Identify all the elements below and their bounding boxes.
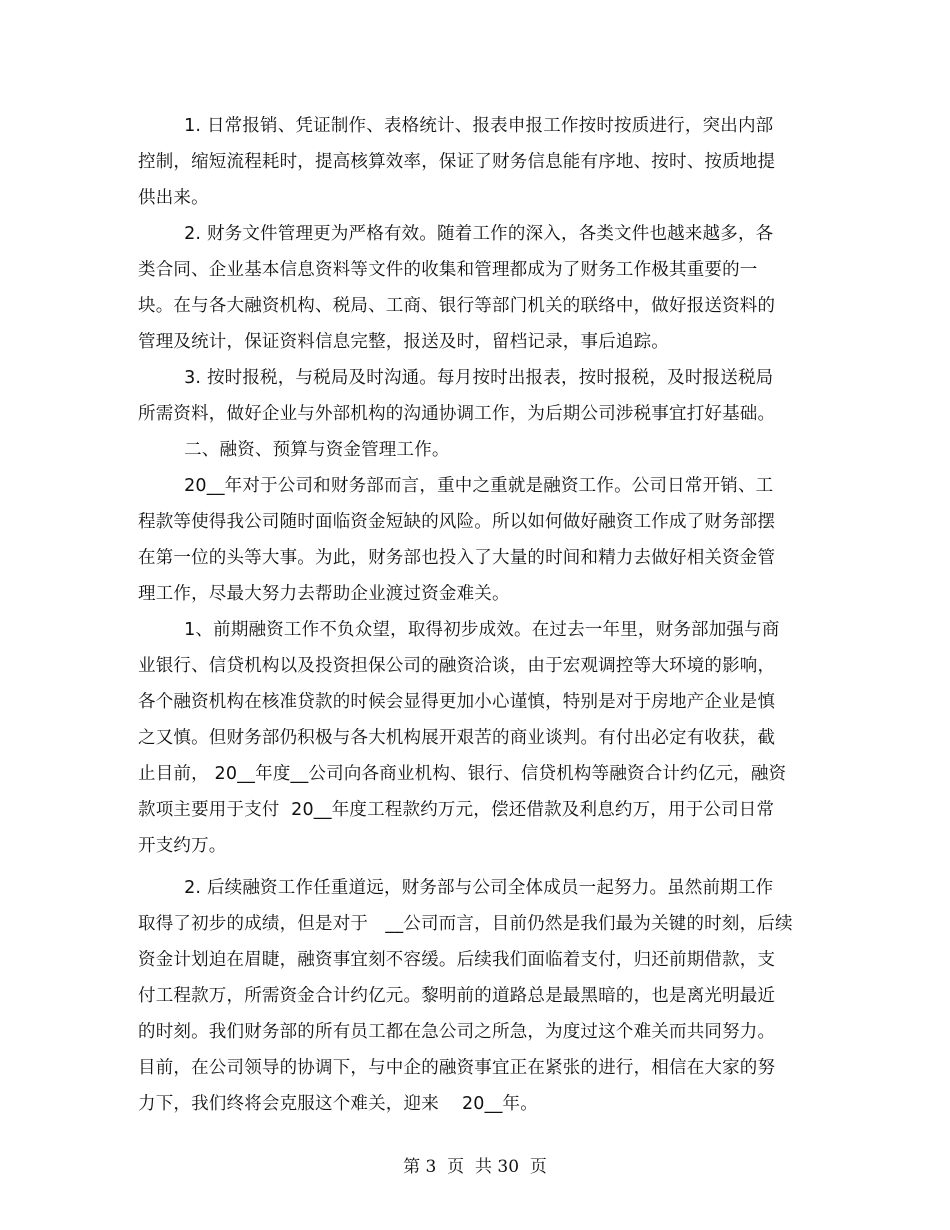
text-line: 程款等使得我公司随时面临资金短缺的风险。所以如何做好融资工作成了财务部摆 xyxy=(138,512,776,532)
text-line: 1. 日常报销、凭证制作、表格统计、报表申报工作按时按质进行，突出内部 xyxy=(138,116,774,136)
text-line: 控制，缩短流程耗时，提高核算效率，保证了财务信息能有序地、按时、按质地提 xyxy=(138,152,776,172)
text-line: 管理及统计，保证资料信息完整，报送及时，留档记录，事后追踪。 xyxy=(138,332,669,352)
text-line: 所需资料，做好企业与外部机构的沟通协调工作，为后期公司涉税事宜打好基础。 xyxy=(138,404,776,424)
text-line: 3. 按时报税，与税局及时沟通。每月按时出报表，按时报税，及时报送税局 xyxy=(138,368,774,388)
text-line: 开支约万。 xyxy=(138,836,227,856)
section-heading: 二、融资、预算与资金管理工作。 xyxy=(138,440,450,460)
text-line: 取得了初步的成绩，但是对于 __公司而言，目前仍然是我们最为关键的时刻，后续 xyxy=(138,914,793,934)
text-line: 付工程款万，所需资金合计约亿元。黎明前的道路总是最黑暗的，也是离光明最近 xyxy=(138,986,776,1006)
text-line: 资金计划迫在眉睫，融资事宜刻不容缓。后续我们面临着支付，归还前期借款，支 xyxy=(138,950,776,970)
text-line: 供出来。 xyxy=(138,188,209,208)
text-line: 业银行、信贷机构以及投资担保公司的融资洽谈，由于宏观调控等大环境的影响， xyxy=(138,656,776,676)
text-line: 之又慎。但财务部仍积极与各大机构展开艰苦的商业谈判。有付出必定有收获，截 xyxy=(138,728,776,748)
text-line: 理工作，尽最大努力去帮助企业渡过资金难关。 xyxy=(138,584,510,604)
text-line: 各个融资机构在核准贷款的时候会显得更加小心谨慎，特别是对于房地产企业是慎 xyxy=(138,692,776,712)
text-line: 2. 后续融资工作任重道远，财务部与公司全体成员一起努力。虽然前期工作 xyxy=(138,878,774,898)
text-line: 止目前， 20__年度__公司向各商业机构、银行、信贷机构等融资合计约亿元，融资 xyxy=(138,764,787,784)
text-line: 款项主要用于支付 20__年度工程款约万元，偿还借款及利息约万，用于公司日常 xyxy=(138,800,775,820)
page-number-footer: 第 3 页 共 30 页 xyxy=(403,1157,547,1177)
text-line: 力下，我们终将会克服这个难关，迎来 20__年。 xyxy=(138,1094,538,1114)
text-line: 2. 财务文件管理更为严格有效。随着工作的深入，各类文件也越来越多，各 xyxy=(138,224,774,244)
text-line: 在第一位的头等大事。为此，财务部也投入了大量的时间和精力去做好相关资金管 xyxy=(138,548,776,568)
text-line: 块。在与各大融资机构、税局、工商、银行等部门机关的联络中，做好报送资料的 xyxy=(138,296,776,316)
text-line: 20__年对于公司和财务部而言，重中之重就是融资工作。公司日常开销、工 xyxy=(138,476,774,496)
text-line: 1、前期融资工作不负众望，取得初步成效。在过去一年里，财务部加强与商 xyxy=(138,620,780,640)
text-line: 的时刻。我们财务部的所有员工都在急公司之所急，为度过这个难关而共同努力。 xyxy=(138,1022,776,1042)
text-line: 目前，在公司领导的协调下，与中企的融资事宜正在紧张的进行，相信在大家的努 xyxy=(138,1058,776,1078)
text-line: 类合同、企业基本信息资料等文件的收集和管理都成为了财务工作极其重要的一 xyxy=(138,260,758,280)
